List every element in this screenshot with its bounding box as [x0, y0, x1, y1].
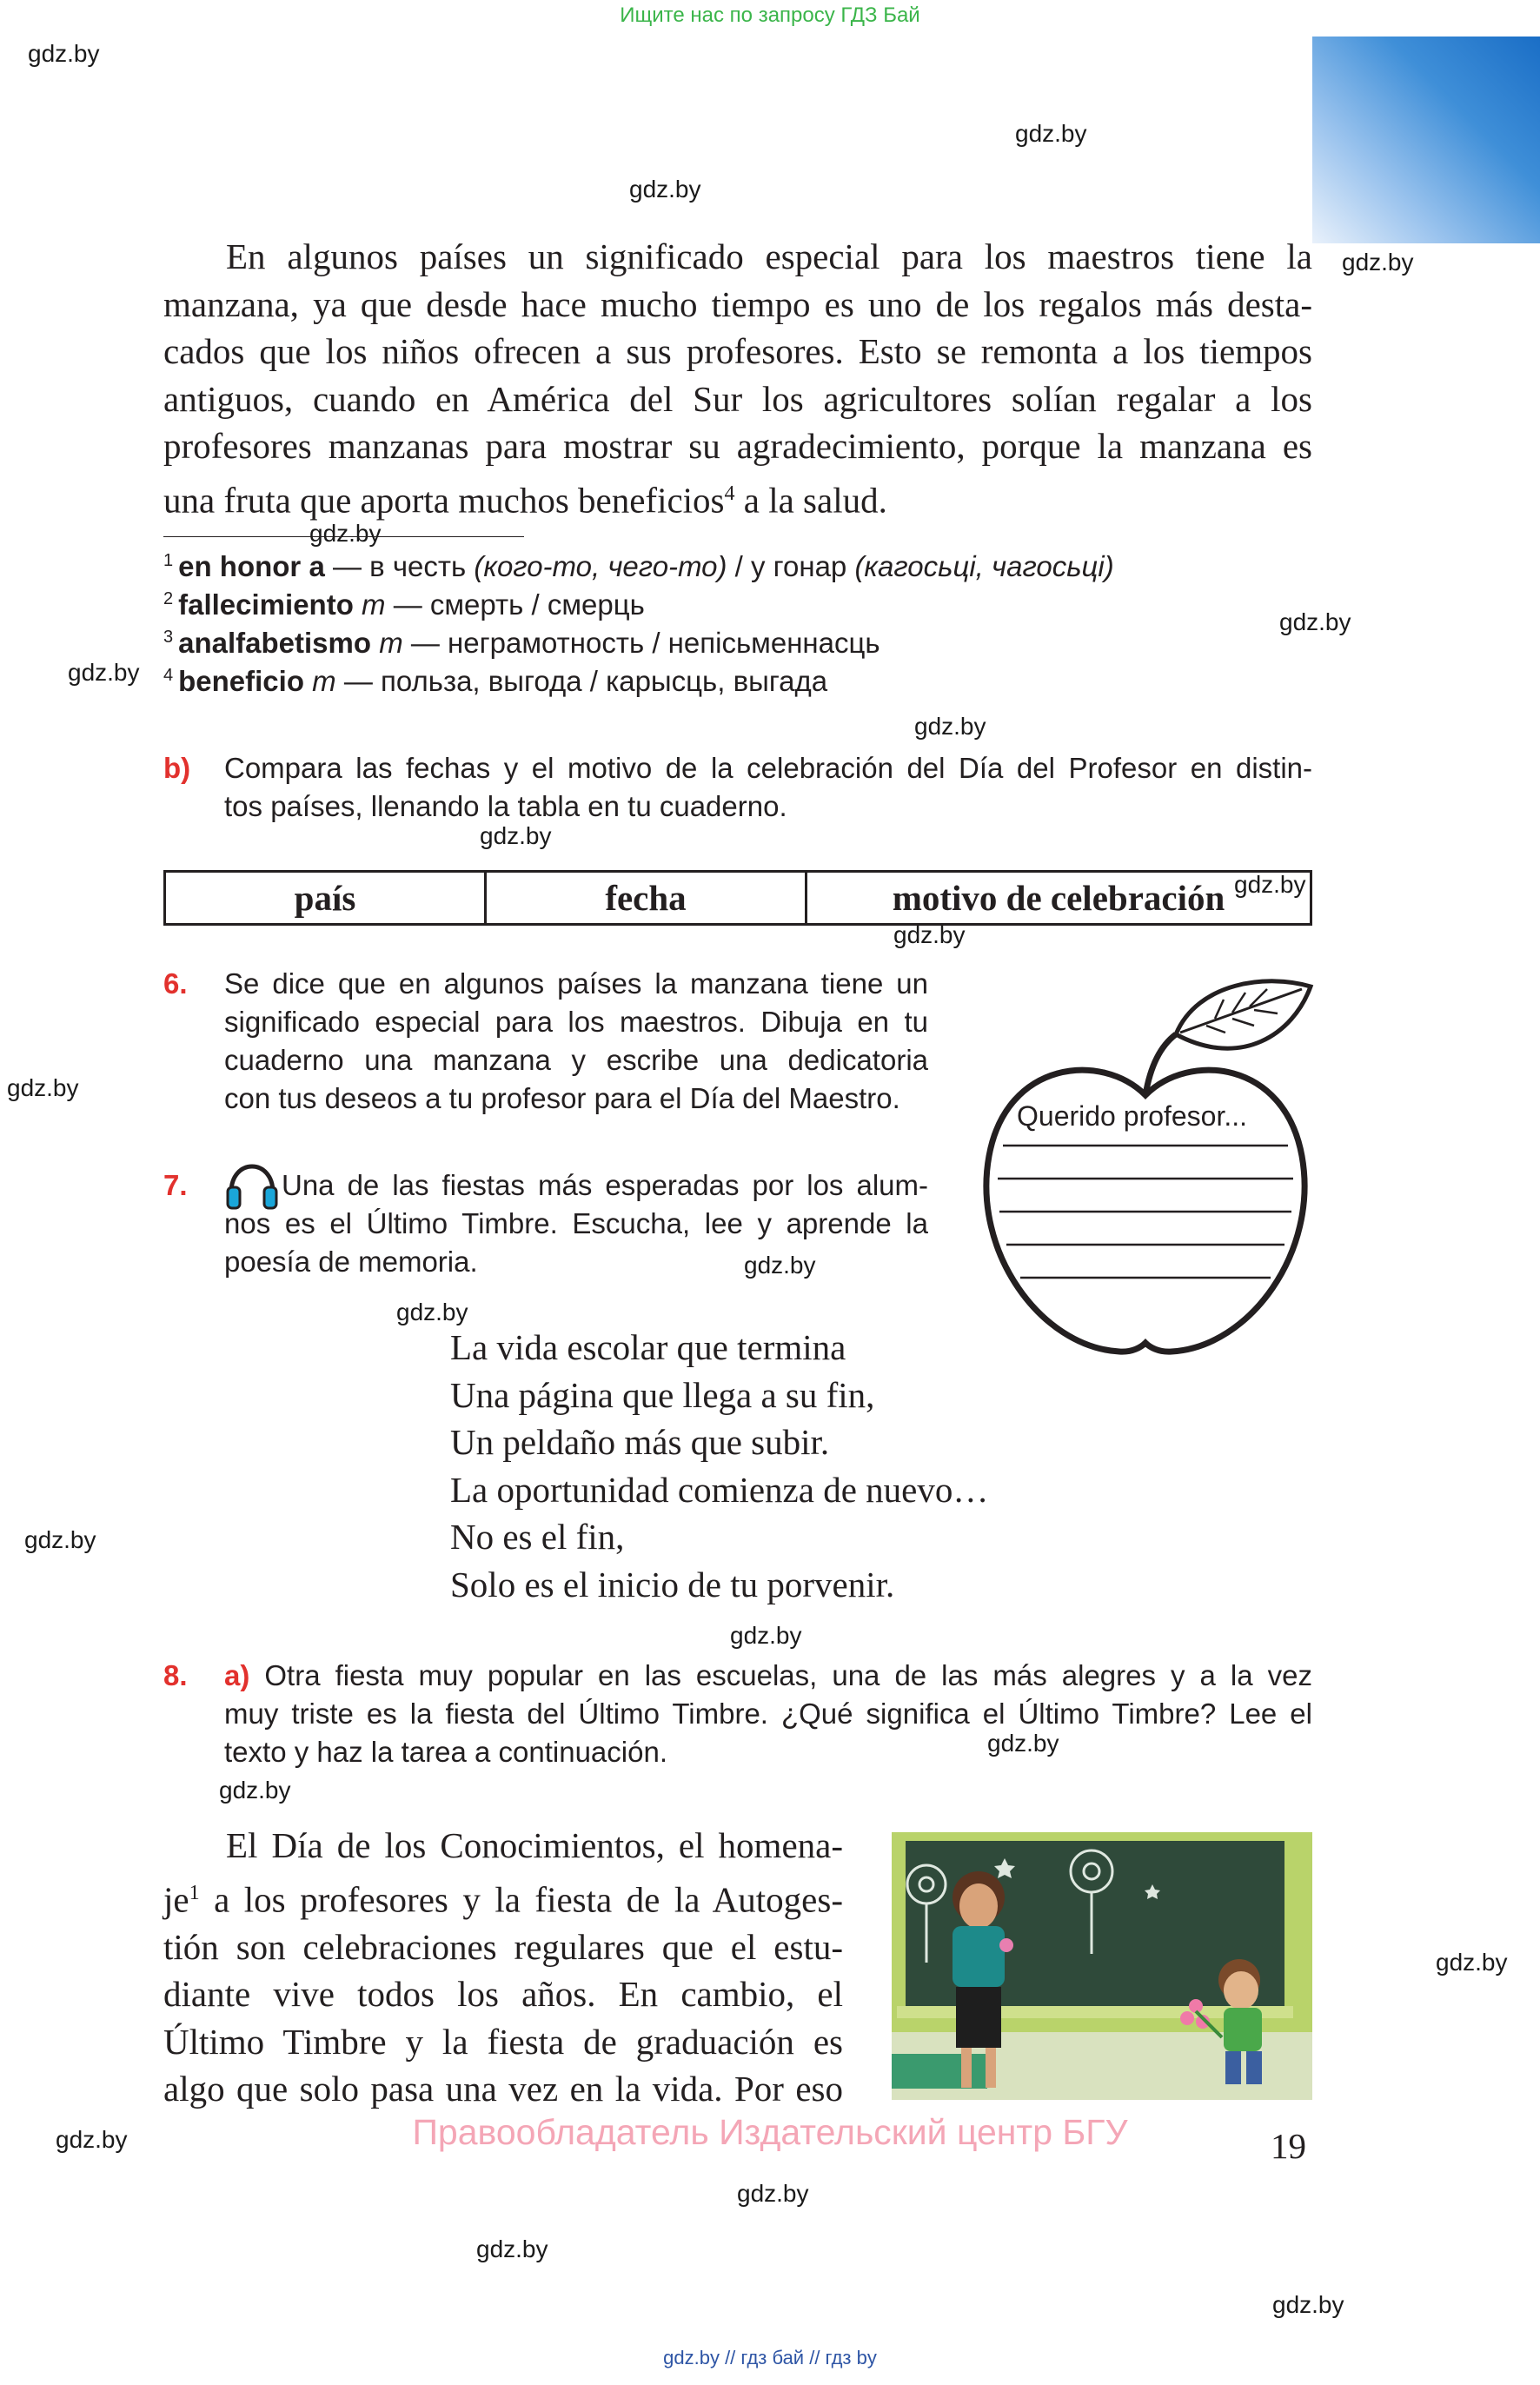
task-label: a): [224, 1659, 250, 1691]
task-line: muy triste es la fiesta del Último Timbre. ¿Qué significa el Último Timbre? Lee el: [224, 1697, 1312, 1730]
watermark: gdz.by: [893, 921, 966, 948]
footnote-term: en honor a: [178, 550, 325, 582]
watermark: gdz.by: [629, 176, 701, 203]
poem-line: Una página que llega a su fin,: [450, 1374, 875, 1415]
apple-illustration: [972, 965, 1319, 1365]
footnote-text: / у гонар: [727, 550, 855, 582]
apple-text: Querido profesor...: [1017, 1100, 1248, 1132]
table-header-date: fecha: [486, 872, 807, 925]
poem-line: Un peldaño más que subir.: [450, 1422, 830, 1462]
footnote-text: — в честь: [324, 550, 475, 582]
task-line: tos países, llenando la tabla en tu cuaderno.: [224, 790, 787, 822]
task-line: Una de las fiestas más esperadas por los alum-: [282, 1169, 928, 1201]
celebration-table: [163, 870, 1312, 926]
watermark: gdz.by: [914, 713, 986, 740]
watermark: gdz.by: [24, 1526, 96, 1553]
task-b-text: [224, 749, 1312, 826]
watermark: gdz.by: [1272, 2291, 1344, 2318]
paragraph-line: algo que solo pasa una vez en la vida. Por eso: [163, 2069, 843, 2109]
watermark: gdz.by: [7, 1074, 79, 1101]
footnote-number: 2: [163, 589, 174, 608]
watermark: gdz.by: [28, 40, 100, 67]
footnote-2: [163, 586, 645, 624]
footnote-text: — смерть / смерць: [385, 588, 645, 621]
watermark: gdz.by: [1234, 871, 1306, 898]
paragraph-line: En algunos países un significado especial para los maestros tiene la: [226, 236, 1312, 276]
poem-line: No es el fin,: [450, 1517, 625, 1557]
task-line: con tus deseos a tu profesor para el Día del Maestro.: [224, 1082, 900, 1114]
watermark: gdz.by: [219, 1777, 291, 1804]
paragraph-line: Último Timbre y la fiesta de graduación es: [163, 2021, 843, 2062]
watermark: gdz.by: [396, 1299, 468, 1325]
intro-paragraph: [163, 233, 1312, 524]
footnote-gender: m: [379, 627, 403, 659]
task-8-text: [224, 1657, 1312, 1771]
text-run: Otra fiesta muy popular en las escuelas, una de las más alegres y a la vez: [264, 1659, 1312, 1691]
poem-line: La oportunidad comienza de nuevo…: [450, 1469, 989, 1510]
footnote-ref: 4: [724, 482, 735, 505]
task-line: [224, 1657, 1312, 1695]
footnote-4: [163, 662, 827, 701]
table-header-country: país: [165, 872, 486, 925]
watermark: gdz.by: [730, 1622, 802, 1649]
task-line: significado especial para los maestros. Dibuja en tu: [224, 1006, 928, 1038]
paragraph-line: manzana, ya que desde hace mucho tiempo es uno de los regalos más desta-: [163, 283, 1312, 324]
footnote-text: — неграмотность / непісьменнасць: [402, 627, 880, 659]
copyright-owner: Правообладатель Издательский центр БГУ: [412, 2112, 1128, 2152]
watermark: gdz.by: [1342, 249, 1414, 276]
task-line: texto y haz la tarea a continuación.: [224, 1736, 667, 1768]
watermark: gdz.by: [68, 659, 140, 686]
paragraph-line: diante vive todos los años. En cambio, el: [163, 1974, 843, 2015]
poem-line: Solo es el inicio de tu porvenir.: [450, 1564, 895, 1604]
task-number: 6.: [163, 967, 188, 1000]
watermark: gdz.by: [744, 1252, 816, 1279]
footnote-term: beneficio: [178, 665, 304, 697]
watermark: gdz.by: [309, 520, 382, 547]
task-line: Compara las fechas y el motivo de la celebración del Día del Profesor en distin-: [224, 752, 1312, 784]
text-run: a la salud.: [734, 480, 887, 521]
text-run: je: [163, 1879, 189, 1920]
footnote-number: 3: [163, 628, 174, 647]
task-6-text: [224, 965, 928, 1118]
watermark: gdz.by: [1015, 120, 1087, 147]
footnote-gender: m: [362, 588, 386, 621]
top-banner: Ищите нас по запросу ГДЗ Бай: [620, 3, 920, 27]
watermark: gdz.by: [480, 822, 552, 849]
task-label: b): [163, 752, 191, 784]
task-line: cuaderno una manzana y escribe una dedicatoria: [224, 1044, 928, 1076]
footnote-term: analfabetismo: [178, 627, 372, 659]
corner-decoration: [1312, 37, 1540, 243]
paragraph-line: tión son celebraciones regulares que el estu-: [163, 1926, 843, 1967]
text-run: a los profesores y la fiesta de la Autoges-: [199, 1879, 843, 1920]
paragraph-line: profesores manzanas para mostrar su agradecimiento, porque la manzana es: [163, 426, 1312, 466]
paragraph-line: [163, 1870, 843, 1923]
poem: [450, 1324, 988, 1608]
task-number: 7.: [163, 1169, 188, 1201]
footnote-ref: 1: [189, 1881, 200, 1904]
text-run: una fruta que aporta muchos beneficios: [163, 480, 725, 521]
watermark: gdz.by: [987, 1730, 1059, 1757]
watermark: gdz.by: [737, 2180, 809, 2207]
footnote-1: [163, 548, 1114, 586]
page-number: 19: [1271, 2126, 1306, 2166]
classroom-illustration: [892, 1832, 1312, 2100]
footnote-gender: m: [312, 665, 336, 697]
task-line: Se dice que en algunos países la manzana tiene un: [224, 967, 928, 1000]
watermark: gdz.by: [1279, 608, 1351, 635]
footnote-rule: [163, 536, 524, 537]
final-paragraph: [163, 1822, 843, 2113]
task-7-text: [224, 1166, 928, 1281]
watermark: gdz.by: [476, 2236, 548, 2262]
table-header-reason: motivo de celebración: [807, 872, 1311, 925]
footnote-text: (кого-то, чего-то): [474, 550, 727, 582]
task-line: poesía de memoria.: [224, 1246, 478, 1278]
task-line: nos es el Último Timbre. Escucha, lee y aprende la: [224, 1207, 928, 1239]
footnote-number: 4: [163, 666, 174, 685]
footnote-number: 1: [163, 551, 174, 570]
watermark: gdz.by: [1436, 1949, 1508, 1976]
paragraph-line: cados que los niños ofrecen a sus profesores. Esto se remonta a los tiempos: [163, 331, 1312, 371]
paragraph-line: El Día de los Conocimientos, el homena-: [226, 1825, 843, 1865]
footnote-3: [163, 624, 880, 662]
task-number: 8.: [163, 1659, 188, 1691]
bottom-links[interactable]: gdz.by // гдз бай // гдз by: [663, 2347, 877, 2368]
paragraph-line: [163, 470, 1312, 524]
footnote-term: fallecimiento: [178, 588, 354, 621]
poem-line: La vida escolar que termina: [450, 1327, 846, 1367]
paragraph-line: antiguos, cuando en América del Sur los agricultores solían regalar a los: [163, 378, 1312, 419]
watermark: gdz.by: [56, 2126, 128, 2153]
footnote-text: — польза, выгода / карысць, выгада: [335, 665, 828, 697]
footnote-text: (кагосьці, чагосьці): [854, 550, 1114, 582]
